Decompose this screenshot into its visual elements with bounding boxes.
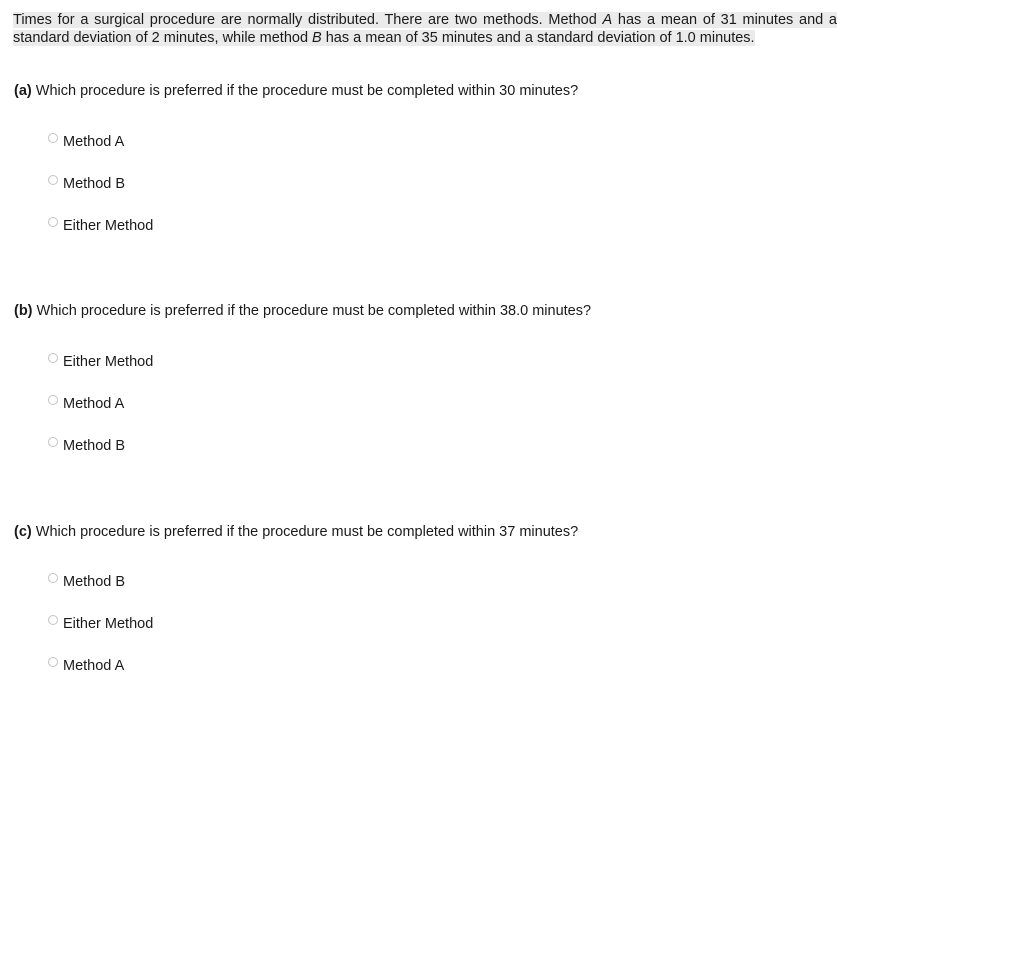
option-b-method-a[interactable]: [48, 395, 124, 413]
option-label: Method A: [63, 396, 125, 412]
option-b-method-b[interactable]: [48, 437, 125, 455]
method-a-symbol: A: [602, 12, 613, 28]
problem-text-3: has a mean of 35 minutes and a standard deviation of 1.0 minutes.: [321, 29, 755, 46]
radio-button-icon[interactable]: [48, 175, 58, 185]
question-a-label: (a): [14, 83, 32, 99]
question-b: [14, 302, 591, 320]
question-a-text: Which procedure is preferred if the procedure must be completed within 30 minutes?: [31, 83, 579, 99]
problem-highlight: [13, 12, 837, 46]
radio-button-icon[interactable]: [48, 353, 58, 363]
option-label: Method B: [63, 438, 126, 454]
option-label: Method A: [63, 134, 125, 150]
radio-button-icon[interactable]: [48, 615, 58, 625]
option-b-either-method[interactable]: [48, 353, 153, 371]
problem-statement: [13, 12, 837, 47]
option-label: Either Method: [63, 218, 154, 234]
radio-button-icon[interactable]: [48, 217, 58, 227]
method-b-symbol: B: [312, 29, 322, 46]
option-a-either-method[interactable]: [48, 217, 153, 235]
radio-button-icon[interactable]: [48, 573, 58, 583]
question-a: [14, 82, 578, 100]
problem-text-1: Times for a surgical procedure are normally distributed. There are two methods. Method: [13, 12, 603, 28]
question-c-text: Which procedure is preferred if the procedure must be completed within 37 minutes?: [31, 524, 579, 540]
question-c: [14, 523, 578, 541]
option-label: Method B: [63, 176, 126, 192]
option-a-method-b[interactable]: [48, 175, 125, 193]
radio-button-icon[interactable]: [48, 395, 58, 405]
option-label: Either Method: [63, 616, 154, 632]
option-label: Method B: [63, 574, 126, 590]
option-c-method-b[interactable]: [48, 573, 125, 591]
option-label: Method A: [63, 658, 125, 674]
radio-button-icon[interactable]: [48, 133, 58, 143]
radio-button-icon[interactable]: [48, 437, 58, 447]
option-label: Either Method: [63, 354, 154, 370]
problem-text-2: has a mean of 31 minutes and a standard deviation of 2 minutes, while method: [13, 12, 837, 46]
question-c-label: (c): [14, 524, 32, 540]
question-b-text: Which procedure is preferred if the procedure must be completed within 38.0 minutes?: [32, 303, 592, 319]
radio-button-icon[interactable]: [48, 657, 58, 667]
question-b-label: (b): [14, 303, 33, 319]
option-a-method-a[interactable]: [48, 133, 124, 151]
option-c-method-a[interactable]: [48, 657, 124, 675]
option-c-either-method[interactable]: [48, 615, 153, 633]
